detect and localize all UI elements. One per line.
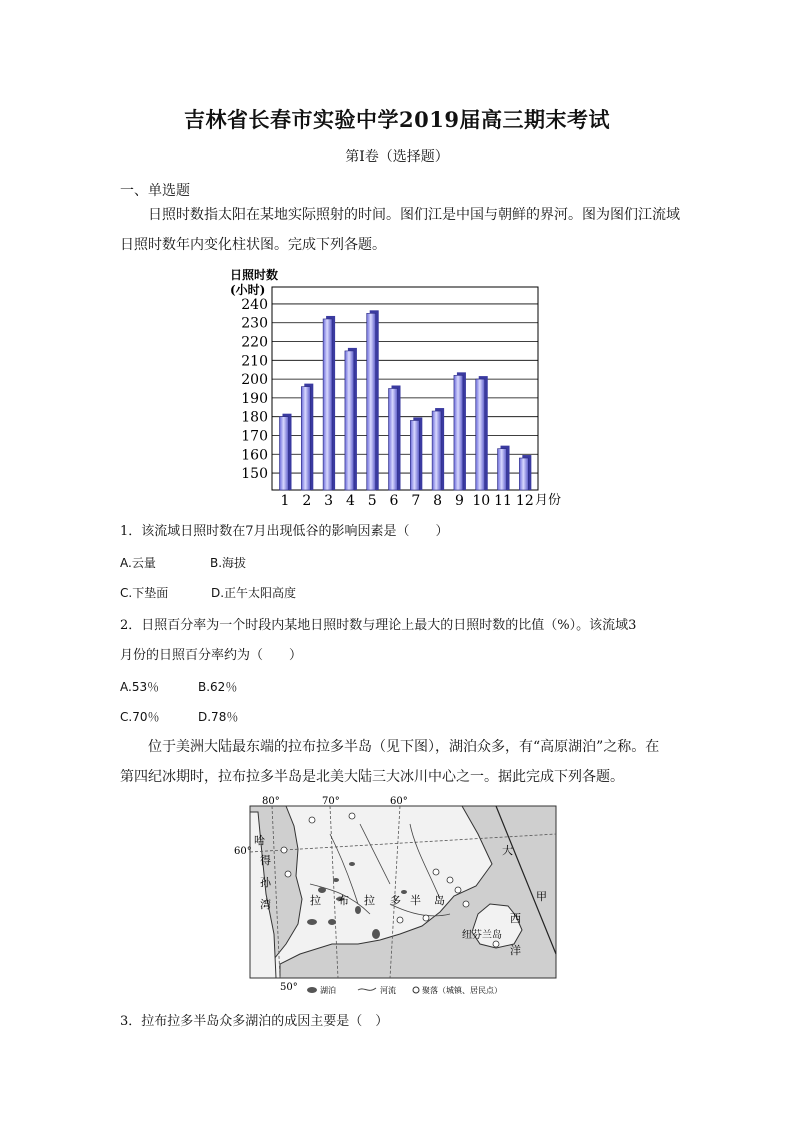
chart-bar-month-12: [519, 458, 528, 490]
chart-ytick-label: 160: [241, 447, 268, 464]
passage1-line2: 日照时数年内变化柱状图。完成下列各题。: [120, 237, 386, 253]
chart-xtick-label: 4: [345, 493, 355, 509]
section-subtitle: 第I卷（选择题）: [345, 149, 449, 165]
chart-xtick-label: 5: [367, 493, 377, 509]
chart-bar-month-5: [367, 313, 376, 490]
chart-xtick-label: 10: [472, 493, 491, 509]
chart-ylabel-line2: (小时): [230, 283, 266, 297]
legend-river: 河流: [380, 986, 396, 995]
chart-xtick-label: 11: [494, 493, 512, 509]
q2-option-d: D.78％: [198, 710, 239, 724]
chart-xtick-label: 7: [411, 493, 421, 509]
chart-xtick-label: 1: [280, 493, 290, 509]
passage1-line1: 日照时数指太阳在某地实际照射的时间。图们江是中国与朝鲜的界河。图为图们江流域: [148, 207, 680, 223]
hudson-label-1: 得: [260, 854, 271, 867]
q1-option-d: D.正午太阳高度: [211, 586, 297, 600]
q1-stem: 1．该流域日照时数在7月出现低谷的影响因素是（ ）: [120, 524, 449, 539]
q1-option-b: B.海拔: [210, 556, 247, 570]
peninsula-label-3: 多: [390, 894, 401, 907]
chart-xlabel: 月份: [535, 493, 562, 508]
chart-ytick-label: 240: [241, 296, 268, 313]
chart-xtick-label: 12: [515, 493, 534, 509]
lon-50-label: 50°: [280, 982, 298, 993]
legend-lake: 湖泊: [320, 986, 336, 995]
chart-xtick-label: 8: [433, 493, 443, 509]
q2-option-b: B.62％: [198, 680, 238, 694]
chart-bar-month-2: [301, 387, 310, 490]
chart-xtick-label: 3: [324, 493, 334, 509]
ocean-label-0: 大: [502, 844, 513, 857]
peninsula-label-5: 岛: [434, 894, 445, 907]
legend-river-icon: [358, 988, 376, 990]
sunshine-hours-chart: [226, 262, 586, 512]
lon-70-label: 70°: [322, 796, 340, 807]
newfoundland-label: 纽芬兰岛: [462, 930, 502, 941]
chart-bar-month-11: [498, 449, 507, 490]
chart-ytick-label: 170: [241, 428, 268, 445]
chart-ytick-label: 220: [241, 334, 268, 351]
hudson-label-0: 哈: [254, 834, 265, 847]
chart-bar-month-8: [432, 411, 441, 490]
chart-ytick-label: 200: [241, 372, 268, 389]
section-heading: 一、单选题: [120, 183, 190, 199]
ocean-label-1: 西: [510, 912, 521, 925]
chart-bar-month-4: [345, 351, 354, 490]
labrador-map: [234, 794, 570, 1000]
legend-town: 聚落（城镇、居民点）: [422, 986, 502, 995]
peninsula-label-1: 布: [338, 894, 349, 907]
lat-60-label: 60°: [234, 846, 252, 857]
chart-xtick-label: 2: [302, 493, 312, 509]
peninsula-label-4: 半: [410, 894, 421, 907]
chart-ytick-label: 190: [241, 390, 268, 407]
chart-bar-month-10: [476, 379, 485, 490]
ocean-label-2: 洋: [510, 944, 521, 957]
peninsula-label-0: 拉: [310, 894, 321, 907]
q2-option-c: C.70％: [120, 710, 160, 724]
q1-option-a: A.云量: [120, 556, 156, 570]
hudson-label-3: 湾: [260, 898, 271, 911]
chart-bar-month-9: [454, 375, 463, 490]
chart-bar-month-1: [280, 417, 289, 490]
lon-80-label: 80°: [262, 796, 280, 807]
legend-town-icon: [413, 987, 419, 993]
chart-xtick-label: 6: [389, 493, 399, 509]
chart-ytick-label: 230: [241, 315, 268, 332]
chart-ytick-label: 150: [241, 466, 268, 483]
page-title: 吉林省长春市实验中学2019届高三期末考试: [184, 107, 610, 132]
point-jia-label: 甲: [536, 890, 547, 903]
passage2-line1: 位于美洲大陆最东端的拉布拉多半岛（见下图），湖泊众多，有“高原湖泊”之称。在: [148, 739, 660, 755]
hudson-label-2: 孙: [260, 876, 271, 889]
q2-stem-line2: 月份的日照百分率约为（ ）: [120, 648, 303, 663]
chart-ytick-label: 180: [241, 409, 268, 426]
chart-ylabel-line1: 日照时数: [230, 268, 279, 282]
chart-bar-month-7: [410, 420, 419, 490]
q1-option-c: C.下垫面: [120, 586, 169, 600]
q3-stem: 3．拉布拉多半岛众多湖泊的成因主要是（ ）: [120, 1014, 389, 1029]
peninsula-label-2: 拉: [364, 894, 375, 907]
chart-bar-month-6: [389, 389, 398, 491]
chart-ytick-label: 210: [241, 353, 268, 370]
q2-option-a: A.53％: [120, 680, 160, 694]
chart-bar-month-3: [323, 319, 332, 490]
lon-60-label: 60°: [390, 796, 408, 807]
legend-lake-icon: [307, 987, 317, 993]
chart-xtick-label: 9: [454, 493, 464, 509]
passage2-line2: 第四纪冰期时，拉布拉多半岛是北美大陆三大冰川中心之一。据此完成下列各题。: [120, 769, 624, 785]
q2-stem-line1: 2．日照百分率为一个时段内某地日照时数与理论上最大的日照时数的比值（%）。该流域3: [120, 618, 637, 633]
